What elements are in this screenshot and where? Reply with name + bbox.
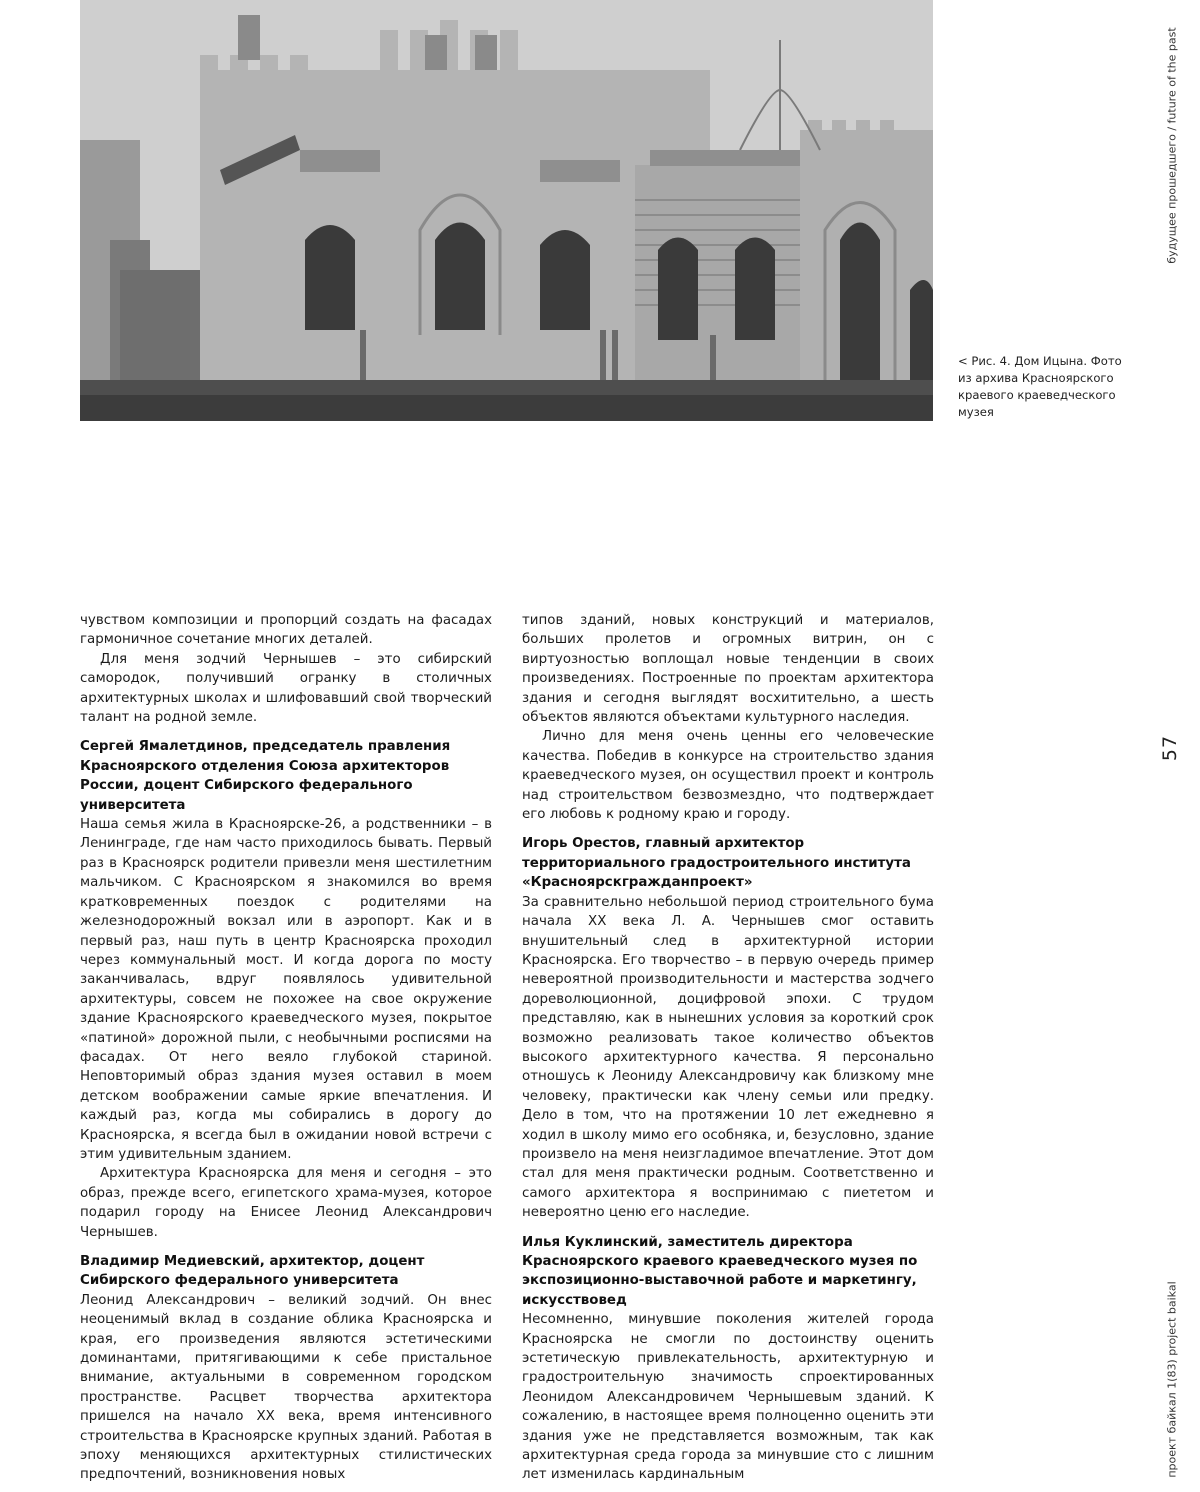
- paragraph: типов зданий, новых конструкций и материалов, больших пролетов и огромных витрин, он с виртуозностью воплощал новые тенденции в своих произведениях. Построенные по проектам архитектора здания и сегодня выглядят восхитительно, а шесть объектов являются объектами культурного наследия.: [522, 613, 934, 726]
- archive-photo: [80, 0, 933, 421]
- speaker-heading: Владимир Медиевский, архитектор, доцент Сибирского федерального университета: [80, 1254, 425, 1289]
- running-head-bottom: [1160, 1278, 1184, 1480]
- speaker-heading: Илья Куклинский, заместитель директора Красноярского краевого краеведческого музея по экспозиционно-выставочной работе и маркетингу, искусствовед: [522, 1234, 918, 1308]
- speaker-heading: Сергей Ямалетдинов, председатель правления Красноярского отделения Союза архитекторов России, доцент Сибирского федерального университета: [80, 739, 451, 813]
- paragraph: чувством композиции и пропорций создать на фасадах гармоничное сочетание многих деталей.: [80, 613, 492, 648]
- page-number: [1150, 728, 1190, 768]
- paragraph: За сравнительно небольшой период строительного бума начала XX века Л. А. Чернышев смог оставить внушительный след в архитектурной истории Красноярска. Его творчество – в первую очередь пример невероятной производительности и мастерства зодчего дореволюционной, доцифровой эпохи. С трудом представляю, как в нынешних условия за короткий срок возможно реализовать такое количество объектов высокого архитектурного качества. Я персонально отношусь к Леониду Александровичу как близкому мне человеку, практически как члену семьи или предку. Дело в том, что на протяжении 10 лет ежедневно я ходил в школу мимо его особняка, и, безусловно, здание произвело на меня неизгладимое впечатление. Этот дом стал для меня практически родным. Соответственно и самого архитектора я воспринимаю с пиететом и невероятно ценю его наследие.: [522, 894, 934, 1221]
- page-number-text: 57: [1159, 734, 1181, 762]
- running-head-bottom-text: проект байкал 1(83) project baikal: [1165, 1280, 1179, 1478]
- paragraph: Леонид Александрович – великий зодчий. Он внес неоценимый вклад в создание облика Красноярска и края, его произведения являются эстетическими доминантами, притягивающими к себе пристальное внимание, актуальными в современном городском пространстве. Расцвет творчества архитектора пришелся на начало XX века, время интенсивного строительства в Красноярске крупных зданий. Работая в эпоху меняющихся архитектурных стилистических предпочтений, возникновения новых: [80, 1292, 492, 1483]
- building-illustration: [80, 0, 933, 421]
- running-head-top-text: будущее прошедшего / future of the past: [1165, 26, 1179, 264]
- paragraph: Лично для меня очень ценны его человеческие качества. Победив в конкурсе на строительство здания краеведческого музея, он осуществил проект и контроль над строительством безвозмездно, что подтверждает его любовь к родному краю и городу.: [522, 729, 934, 823]
- paragraph: Архитектура Красноярска для меня и сегодня – это образ, прежде всего, египетского храма-музея, которое подарил городу на Енисее Леонид Александрович Чернышев.: [80, 1166, 492, 1240]
- paragraph: Для меня зодчий Чернышев – это сибирский самородок, получивший огранку в столичных архитектурных школах и шлифовавший свой творческий талант на родной земле.: [80, 651, 492, 726]
- photo-caption: < Рис. 4. Дом Ицына. Фото из архива Красноярского краевого краеведческого музея: [958, 354, 1122, 419]
- running-head-top: [1160, 12, 1184, 278]
- speaker-heading: Игорь Орестов, главный архитектор территориального градостроительного института «Красноярскгражданпроект»: [522, 836, 911, 891]
- paragraph: Несомненно, минувшие поколения жителей города Красноярска не смогли по достоинству оценить эстетическую привлекательность, архитектурную и градостроительную значимость спроектированных Леонидом Александровичем Чернышевым зданий. К сожалению, в настоящее время полноценно оценить эти здания уже не представляется возможным, так как архитектурная среда города за минувшие сто с лишним лет изменилась кардинальным: [522, 1312, 934, 1483]
- left-column: [80, 611, 492, 1485]
- paragraph: Наша семья жила в Красноярске-26, а родственники – в Ленинграде, где нам часто приходилось бывать. Первый раз в Красноярск родители привезли меня шестилетним мальчиком. С Красноярском я знакомился во время кратковременных поездок с родителями на железнодорожный вокзал или в аэропорт. Как и в первый раз, наш путь в центр Красноярска проходил через коммунальный мост. И когда дорога по мосту заканчивалась, вдруг появлялось удивительной архитектуры, совсем не похожее на свое окружение здание Красноярского краеведческого музея, покрытое «патиной» дорожной пыли, с необычными росписями на фасадах. От него веяло глубокой стариной. Неповторимый образ здания музея оставил в моем детском воображении самые яркие впечатления. И каждый раз, когда мы собирались в дорогу до Красноярска, я всегда был в ожидании новой встречи с этим удивительным зданием.: [80, 817, 492, 1162]
- right-column: [522, 611, 934, 1485]
